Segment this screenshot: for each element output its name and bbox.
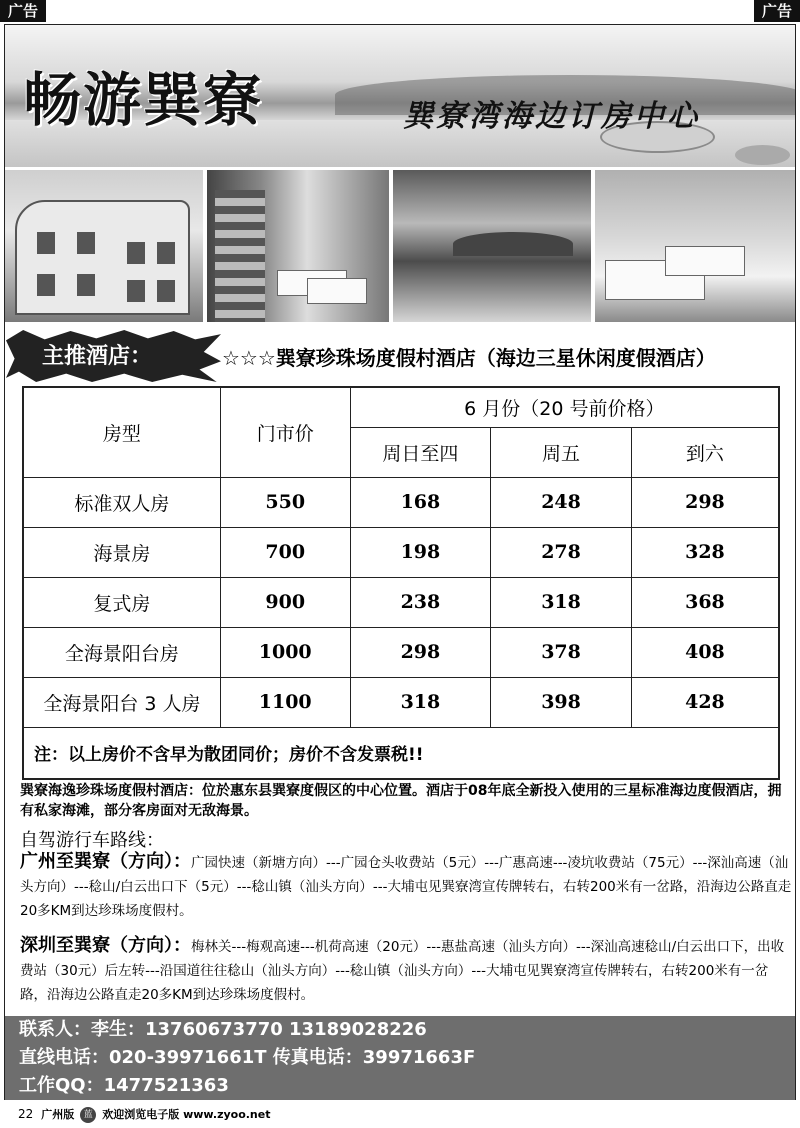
table-row	[23, 527, 779, 577]
header-room-type: 房型	[23, 387, 220, 477]
rack-price: 700	[220, 527, 350, 577]
room-name: 复式房	[23, 577, 220, 627]
price-note: 注：以上房价不含早为散团同价；房价不含发票税!!	[23, 727, 779, 779]
window	[157, 242, 175, 264]
window	[37, 232, 55, 254]
building-shape	[15, 200, 190, 315]
publisher-logo: 蓝	[80, 1107, 96, 1123]
price-sat: 428	[631, 677, 779, 727]
table-row	[23, 677, 779, 727]
price-fri: 248	[491, 477, 632, 527]
page-number: 22	[18, 1107, 34, 1121]
rack-price: 900	[220, 577, 350, 627]
route-guangzhou	[20, 850, 792, 923]
page-footer	[18, 1106, 271, 1123]
header-june-group: 6 月份（20 号前价格）	[350, 387, 779, 427]
window	[77, 232, 95, 254]
price-fri: 378	[491, 627, 632, 677]
window	[127, 242, 145, 264]
contact-box	[5, 1016, 795, 1100]
bed-shape	[307, 278, 367, 304]
room-name: 全海景阳台房	[23, 627, 220, 677]
price-fri: 318	[491, 577, 632, 627]
ad-tag-right: 广告	[754, 0, 800, 22]
price-sat: 328	[631, 527, 779, 577]
price-fri: 398	[491, 677, 632, 727]
price-sun-thu: 238	[350, 577, 491, 627]
price-sun-thu: 298	[350, 627, 491, 677]
price-sun-thu: 168	[350, 477, 491, 527]
bed-shape	[665, 246, 745, 276]
duplex-room-photo	[207, 170, 389, 322]
hotel-description	[20, 781, 790, 821]
price-sat: 368	[631, 577, 779, 627]
price-sun-thu: 198	[350, 527, 491, 577]
price-table	[22, 386, 780, 780]
footer-slogan: 欢迎浏览电子版 www.zyoo.net	[102, 1108, 271, 1121]
route-guangzhou-heading: 广州至巽寮（方向）：	[20, 851, 191, 872]
route-guangzhou-text: 广园快速（新塘方向）---广园仓头收费站（5元）---广惠高速---凌坑收费站（75元）---深汕高速（汕头方向）---稔山/白云出口下（5元）---稔山镇（汕头方向）---大埔屯见巽寮湾宣传牌转右，右转200米有一岔路，沿海边公路直走20多KM到达珍珠场度假村。	[20, 855, 792, 919]
table-row	[23, 577, 779, 627]
header-rack-rate: 门市价	[220, 387, 350, 477]
route-shenzhen-heading: 深圳至巽寮（方向）：	[20, 935, 191, 956]
price-sat: 298	[631, 477, 779, 527]
contact-qq: 工作QQ：1477521363	[19, 1075, 229, 1096]
header-fri: 周五	[491, 427, 632, 477]
table-row	[23, 477, 779, 527]
hotel-building-photo	[5, 170, 203, 322]
rack-price: 1100	[220, 677, 350, 727]
window	[37, 274, 55, 296]
staircase-shape	[215, 190, 265, 322]
ad-tag-left: 广告	[0, 0, 46, 22]
description-text: 位於惠东县巽寮度假区的中心位置。酒店于08年底全新投入使用的三星标准海边度假酒店，拥有私家海滩，部分客房面对无敌海景。	[20, 783, 782, 819]
price-sat: 408	[631, 627, 779, 677]
banner	[5, 25, 795, 167]
photo-strip	[5, 170, 795, 322]
edition-label: 广州版	[41, 1108, 75, 1121]
guest-room-photo	[595, 170, 795, 322]
featured-label: 主推酒店：	[42, 344, 153, 369]
contact-phone-fax: 直线电话：020-39971661T 传真电话：39971663F	[19, 1047, 476, 1068]
route-title: 自驾游行车路线：	[20, 830, 164, 851]
rack-price: 1000	[220, 627, 350, 677]
beach-photo	[393, 170, 591, 322]
room-name: 全海景阳台 3 人房	[23, 677, 220, 727]
room-name: 海景房	[23, 527, 220, 577]
shell-image-small	[735, 145, 790, 165]
route-shenzhen	[20, 934, 792, 1007]
window	[157, 280, 175, 302]
window	[77, 274, 95, 296]
table-note-row	[23, 727, 779, 779]
contact-person: 联系人：李生：13760673770 13189028226	[19, 1019, 427, 1040]
header-sat: 到六	[631, 427, 779, 477]
price-sun-thu: 318	[350, 677, 491, 727]
table-header-row	[23, 387, 779, 427]
price-fri: 278	[491, 527, 632, 577]
banner-subtitle: 巽寮湾海边订房中心	[403, 99, 700, 134]
room-name: 标准双人房	[23, 477, 220, 527]
featured-hotel	[6, 330, 796, 386]
mountain-shape	[453, 232, 573, 256]
table-row	[23, 627, 779, 677]
featured-hotel-name: ☆☆☆巽寮珍珠场度假村酒店（海边三星休闲度假酒店）	[222, 346, 716, 370]
description-hotel-name: 巽寮海逸珍珠场度假村酒店：	[20, 783, 202, 799]
banner-title: 畅游巽寮	[23, 66, 264, 134]
route-shenzhen-text: 梅林关---梅观高速---机荷高速（20元）---惠盐高速（汕头方向）---深汕高速稔山/白云出口下，出收费站（30元）后左转---沿国道往往稔山（汕头方向）---稔山镇（汕头方向）---大埔屯见巽寮湾宣传牌转右，右转200米有一岔路，沿海边公路直走20多KM到达珍珠场度假村。	[20, 939, 785, 1003]
window	[127, 280, 145, 302]
rack-price: 550	[220, 477, 350, 527]
header-sun-thu: 周日至四	[350, 427, 491, 477]
